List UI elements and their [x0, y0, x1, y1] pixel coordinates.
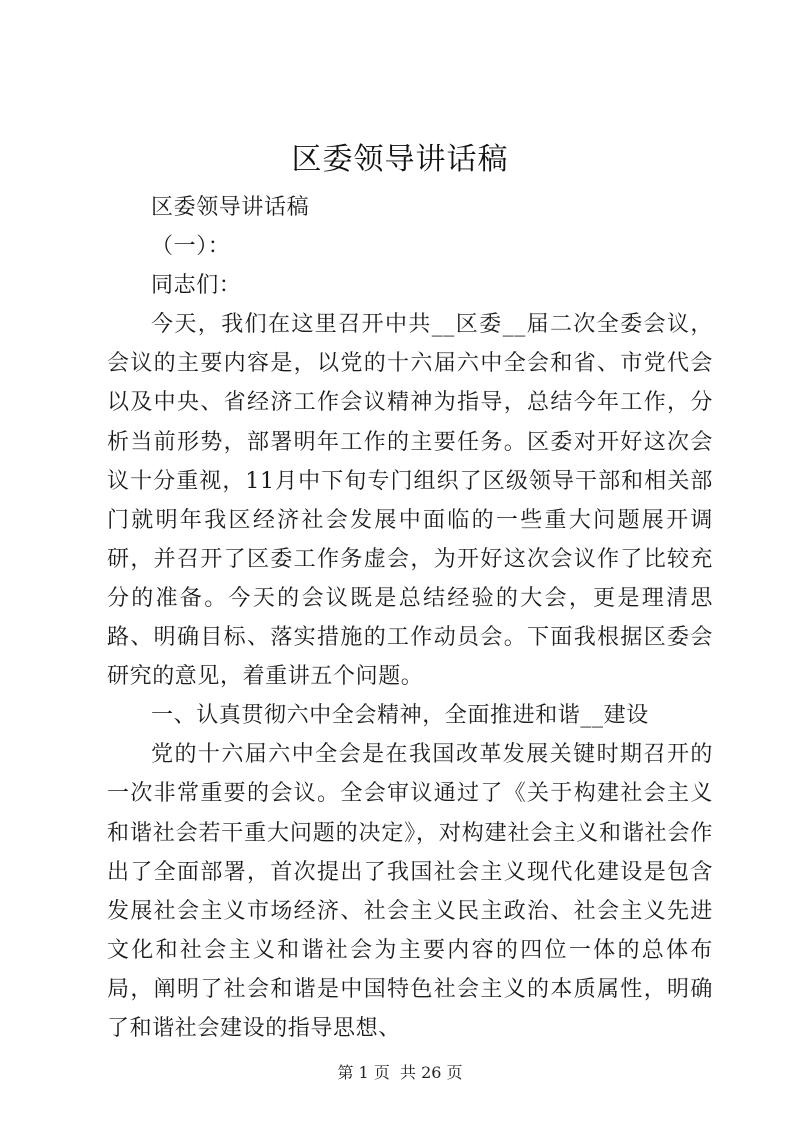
document-title: 区委领导讲话稿 [291, 142, 509, 177]
paragraph-intro: 今天，我们在这里召开中共__区委__届二次全委会议，会议的主要内容是，以党的十六届六中全会和省、市党代会以及中央、省经济工作会议精神为指导，总结今年工作，分析当前形势，部署明年工作的主要任务。区委对开好这次会议十分重视，11月中下旬专门组织了区级领导干部和相关部门就明年我区经济社会发展中面临的一些重大问题展开调研，并召开了区委工作务虚会，为开好这次会议作了比较充分的准备。今天的会议既是总结经验的大会，更是理清思路、明确目标、落实措施的工作动员会。下面我根据区委会研究的意见，着重讲五个问题。 [107, 312, 713, 690]
paragraph-heading-one: 一、认真贯彻六中全会精神，全面推进和谐__建设 [151, 703, 649, 729]
page-footer [0, 1063, 800, 1083]
paragraph-plenum: 党的十六届六中全会是在我国改革发展关键时期召开的一次非常重要的会议。全会审议通过了《关于构建社会主义和谐社会若干重大问题的决定》，对构建社会主义和谐社会作出了全面部署，首次提出了我国社会主义现代化建设是包含发展社会主义市场经济、社会主义民主政治、社会主义先进文化和社会主义和谐社会为主要内容的四位一体的总体布局，阐明了社会和谐是中国特色社会主义的本质属性，明确了和谐社会建设的指导思想、 [107, 742, 713, 1041]
paragraph-subtitle: 区委领导讲话稿 [151, 195, 310, 220]
paragraph-salutation: 同志们： [151, 273, 242, 299]
document-body [107, 188, 713, 1048]
paragraph-section-number: （一）： [151, 234, 231, 260]
page-number: 第 1 页 共 26 页 [337, 1063, 463, 1082]
